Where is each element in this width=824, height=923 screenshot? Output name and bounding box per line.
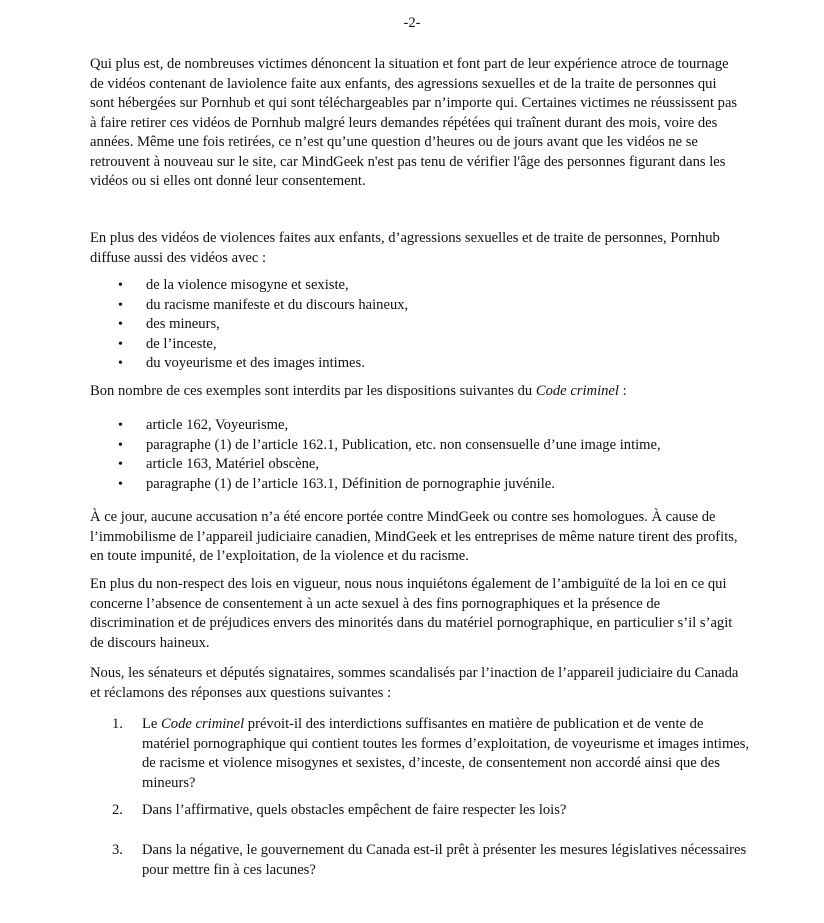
question-number: 1. bbox=[112, 716, 123, 732]
list-item: • paragraphe (1) de l’article 163.1, Définition de pornographie juvénile. bbox=[118, 475, 758, 495]
question-text: Dans l’affirmative, quels obstacles empêchent de faire respecter les lois? bbox=[142, 802, 567, 818]
question-list bbox=[112, 801, 752, 821]
question-item bbox=[112, 715, 752, 793]
question-item bbox=[112, 841, 752, 880]
list-item: • article 163, Matériel obscène, bbox=[118, 455, 758, 475]
question-list bbox=[112, 715, 752, 793]
question-number: 2. bbox=[112, 802, 123, 818]
question-lead: Le bbox=[142, 716, 162, 732]
question-list bbox=[112, 841, 752, 880]
question-item bbox=[112, 801, 752, 821]
paragraph-legal-ambiguity: En plus du non-respect des lois en vigueur, nous nous inquiétons également de l’ambiguïté de la loi en ce qui concerne l’absence de consentement à un acte sexuel à des fins pornographiques et la présence de discrimination et de préjudices envers des minorités dans du matériel pornographique, en particulier s’il s’agit de discours haineux. bbox=[90, 576, 733, 651]
paragraph-text: : bbox=[618, 383, 627, 399]
list-item: • article 162, Voyeurisme, bbox=[118, 416, 758, 436]
paragraph-pornhub-content: En plus des vidéos de violences faites aux enfants, d’agressions sexuelles et de traite de personnes, Pornhub diffuse aussi des vidéos avec : bbox=[90, 230, 720, 266]
list-item: • de la violence misogyne et sexiste, bbox=[118, 276, 758, 296]
paragraph-criminal-code-intro bbox=[90, 382, 740, 402]
law-bullet-list bbox=[118, 416, 758, 494]
list-item: • du racisme manifeste et du discours haineux, bbox=[118, 296, 758, 316]
paragraph-victims: Qui plus est, de nombreuses victimes dénoncent la situation et font part de leur expérience atroce de tournage de vidéos contenant de laviolence faite aux enfants, des agressions sexuelles et de la traite de personnes qui sont hébergées sur Pornhub et qui sont téléchargeables par n’importe qui. Certaines victimes ne réussissent pas à faire retirer ces vidéos de Pornhub malgré leurs demandes répétées qui traînent durant des mois, voire des années. Même une fois retirées, ce n’est qu’une question d’heures ou de jours avant que les vidéos ne se retrouvent à nouveau sur le site, car MindGeek n'est pas tenu de vérifier l'âge des personnes figurant dans les vidéos ou si elles ont donné leur consentement. bbox=[90, 56, 738, 189]
criminal-code-title: Code criminel bbox=[535, 383, 619, 399]
question-text: Dans la négative, le gouvernement du Canada est-il prêt à présenter les mesures législatives nécessaires pour mettre fin à ces lacunes? bbox=[142, 842, 747, 878]
list-item: • paragraphe (1) de l’article 162.1, Publication, etc. non consensuelle d’une image intime, bbox=[118, 436, 758, 456]
question-text: prévoit-il des interdictions suffisantes en matière de publication et de vente de matériel pornographique qui contient toutes les formes d’exploitation, de voyeurisme et images intimes, de racisme et violence misogynes et sexistes, d’inceste, de consentement non accordé ainsi que des mineurs? bbox=[142, 716, 750, 791]
question-italic: Code criminel bbox=[161, 716, 245, 732]
list-item: • du voyeurisme et des images intimes. bbox=[118, 354, 758, 374]
list-item: • de l’inceste, bbox=[118, 335, 758, 355]
content-bullet-list bbox=[118, 276, 758, 374]
question-number: 3. bbox=[112, 842, 123, 858]
page-number: -2- bbox=[403, 15, 421, 31]
paragraph-text: Bon nombre de ces exemples sont interdits par les dispositions suivantes du bbox=[90, 383, 536, 399]
paragraph-no-charges: À ce jour, aucune accusation n’a été encore portée contre MindGeek ou contre ses homologues. À cause de l’immobilisme de l’appareil judiciaire canadien, MindGeek et les entreprises de même nature tirent des profits, en toute impunité, de l’exploitation, de la violence et du racisme. bbox=[90, 509, 738, 564]
paragraph-signatories: Nous, les sénateurs et députés signataires, sommes scandalisés par l’inaction de l’appareil judiciaire du Canada et réclamons des réponses aux questions suivantes : bbox=[90, 665, 739, 701]
list-item: • des mineurs, bbox=[118, 315, 758, 335]
